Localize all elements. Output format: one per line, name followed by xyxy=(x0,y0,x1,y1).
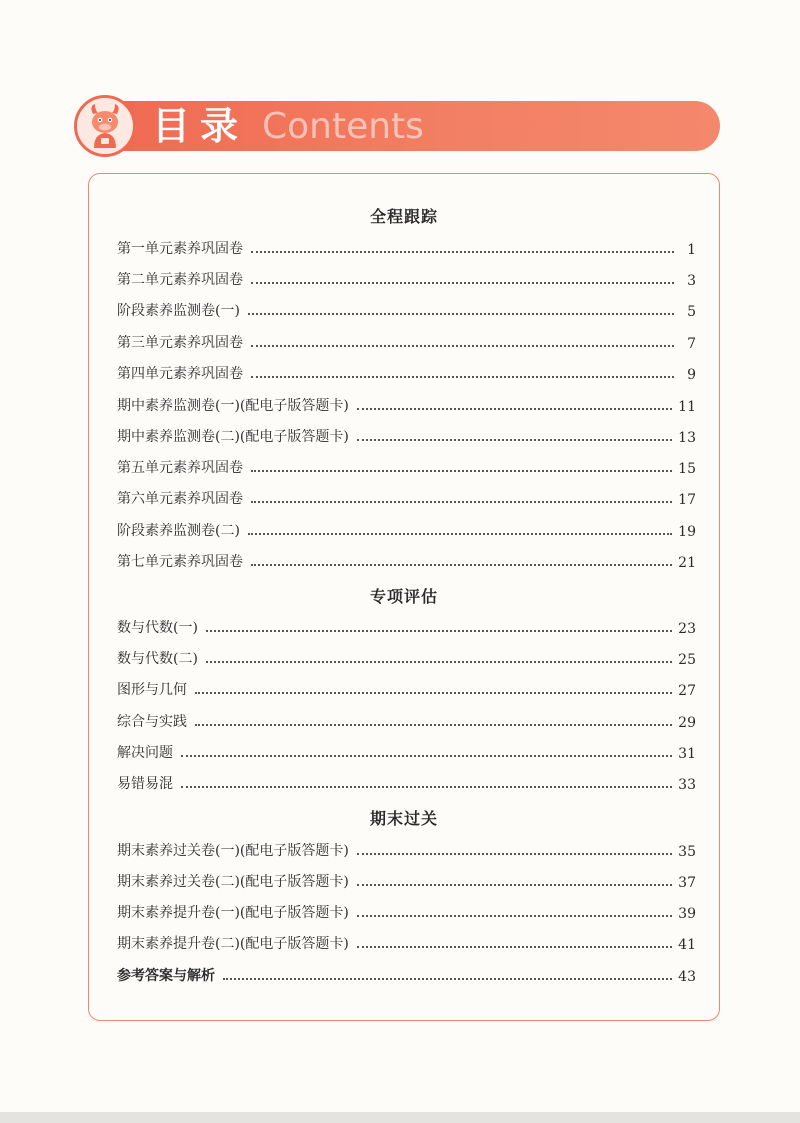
toc-entry[interactable] xyxy=(117,838,696,860)
toc-page-number: 5 xyxy=(687,304,696,320)
toc-box xyxy=(88,173,720,1021)
toc-leader-dots xyxy=(251,345,674,347)
toc-entry-title: 数与代数(二) xyxy=(117,651,198,667)
section-title-special: 专项评估 xyxy=(369,587,438,606)
toc-leader-dots xyxy=(357,439,672,441)
toc-entry[interactable] xyxy=(117,615,696,637)
toc-entry[interactable] xyxy=(117,709,696,731)
toc-entry[interactable] xyxy=(117,646,696,668)
page-bottom-edge xyxy=(0,1112,800,1123)
toc-page-number: 3 xyxy=(687,273,696,289)
toc-entry-title: 第六单元素养巩固卷 xyxy=(117,491,243,507)
toc-page-number: 15 xyxy=(678,461,696,477)
toc-page-number: 9 xyxy=(687,367,696,383)
toc-entry-title: 期末素养提升卷(一)(配电子版答题卡) xyxy=(117,905,349,921)
toc-leader-dots xyxy=(357,884,672,886)
toc-leader-dots xyxy=(357,946,672,948)
toc-page-number: 13 xyxy=(678,430,696,446)
toc-leader-dots xyxy=(251,282,674,284)
toc-entry-title: 数与代数(一) xyxy=(117,620,198,636)
toc-entry[interactable] xyxy=(117,549,696,571)
toc-entry-title: 第三单元素养巩固卷 xyxy=(117,335,243,351)
toc-entry-title: 期末素养提升卷(二)(配电子版答题卡) xyxy=(117,936,349,952)
toc-page-number: 43 xyxy=(678,969,696,985)
toc-page-number: 37 xyxy=(678,875,696,891)
toc-leader-dots xyxy=(195,692,672,694)
page-title: 目录 xyxy=(152,104,249,148)
toc-entry-title: 参考答案与解析 xyxy=(117,968,215,984)
toc-entry[interactable] xyxy=(117,740,696,762)
toc-entry-title: 第一单元素养巩固卷 xyxy=(117,241,243,257)
toc-leader-dots xyxy=(357,853,672,855)
toc-page-number: 21 xyxy=(678,555,696,571)
toc-leader-dots xyxy=(181,755,672,757)
toc-leader-dots xyxy=(251,376,674,378)
toc-entry[interactable] xyxy=(117,236,696,258)
toc-leader-dots xyxy=(248,533,672,535)
toc-entry-title: 期末素养过关卷(一)(配电子版答题卡) xyxy=(117,843,349,859)
toc-leader-dots xyxy=(251,470,672,472)
toc-leader-dots xyxy=(206,661,672,663)
toc-entry[interactable] xyxy=(117,393,696,415)
toc-entry[interactable] xyxy=(117,931,696,953)
toc-entry-title: 第五单元素养巩固卷 xyxy=(117,460,243,476)
toc-entry[interactable] xyxy=(117,900,696,922)
section-title-final: 期末过关 xyxy=(369,809,438,828)
toc-leader-dots xyxy=(206,630,672,632)
toc-page-number: 17 xyxy=(678,492,696,508)
toc-entry[interactable] xyxy=(117,455,696,477)
mascot-icon xyxy=(74,95,136,157)
toc-entry[interactable] xyxy=(117,424,696,446)
toc-header-banner xyxy=(74,95,722,157)
toc-page-number: 11 xyxy=(678,399,696,415)
toc-leader-dots xyxy=(251,501,672,503)
toc-entry[interactable] xyxy=(117,486,696,508)
toc-page-number: 33 xyxy=(678,777,696,793)
toc-entry-title: 易错易混 xyxy=(117,776,173,792)
toc-page-number: 23 xyxy=(678,621,696,637)
toc-entry[interactable] xyxy=(117,298,696,320)
toc-entry[interactable] xyxy=(117,518,696,540)
toc-entry-title: 期末素养过关卷(二)(配电子版答题卡) xyxy=(117,874,349,890)
toc-page-number: 1 xyxy=(687,242,696,258)
toc-entry-title: 解决问题 xyxy=(117,745,173,761)
toc-entry[interactable] xyxy=(117,869,696,891)
toc-page-number: 27 xyxy=(678,683,696,699)
toc-entry-title: 第四单元素养巩固卷 xyxy=(117,366,243,382)
toc-page-number: 39 xyxy=(678,906,696,922)
toc-entry-title: 期中素养监测卷(一)(配电子版答题卡) xyxy=(117,398,349,414)
toc-leader-dots xyxy=(357,915,672,917)
toc-leader-dots xyxy=(251,564,672,566)
toc-page-number: 31 xyxy=(678,746,696,762)
toc-entry[interactable] xyxy=(117,330,696,352)
toc-leader-dots xyxy=(223,978,672,980)
toc-entry-title: 阶段素养监测卷(二) xyxy=(117,523,240,539)
toc-entry[interactable] xyxy=(117,677,696,699)
toc-entry[interactable] xyxy=(117,267,696,289)
toc-entry-answers[interactable] xyxy=(117,963,696,985)
toc-entry-title: 第二单元素养巩固卷 xyxy=(117,272,243,288)
toc-leader-dots xyxy=(195,724,672,726)
toc-entry-title: 期中素养监测卷(二)(配电子版答题卡) xyxy=(117,429,349,445)
toc-entry-title: 图形与几何 xyxy=(117,682,187,698)
toc-entry-title: 阶段素养监测卷(一) xyxy=(117,303,240,319)
toc-entry-title: 第七单元素养巩固卷 xyxy=(117,554,243,570)
toc-page-number: 41 xyxy=(678,937,696,953)
section-title-tracking: 全程跟踪 xyxy=(369,207,438,226)
toc-entry[interactable] xyxy=(117,361,696,383)
toc-entry[interactable] xyxy=(117,771,696,793)
toc-entry-title: 综合与实践 xyxy=(117,714,187,730)
toc-leader-dots xyxy=(357,408,672,410)
toc-page-number: 7 xyxy=(687,336,696,352)
page-subtitle: Contents xyxy=(262,106,424,147)
toc-leader-dots xyxy=(251,251,674,253)
toc-leader-dots xyxy=(181,786,672,788)
toc-page-number: 35 xyxy=(678,844,696,860)
toc-page-number: 19 xyxy=(678,524,696,540)
toc-page-number: 29 xyxy=(678,715,696,731)
toc-page-number: 25 xyxy=(678,652,696,668)
toc-leader-dots xyxy=(248,313,674,315)
